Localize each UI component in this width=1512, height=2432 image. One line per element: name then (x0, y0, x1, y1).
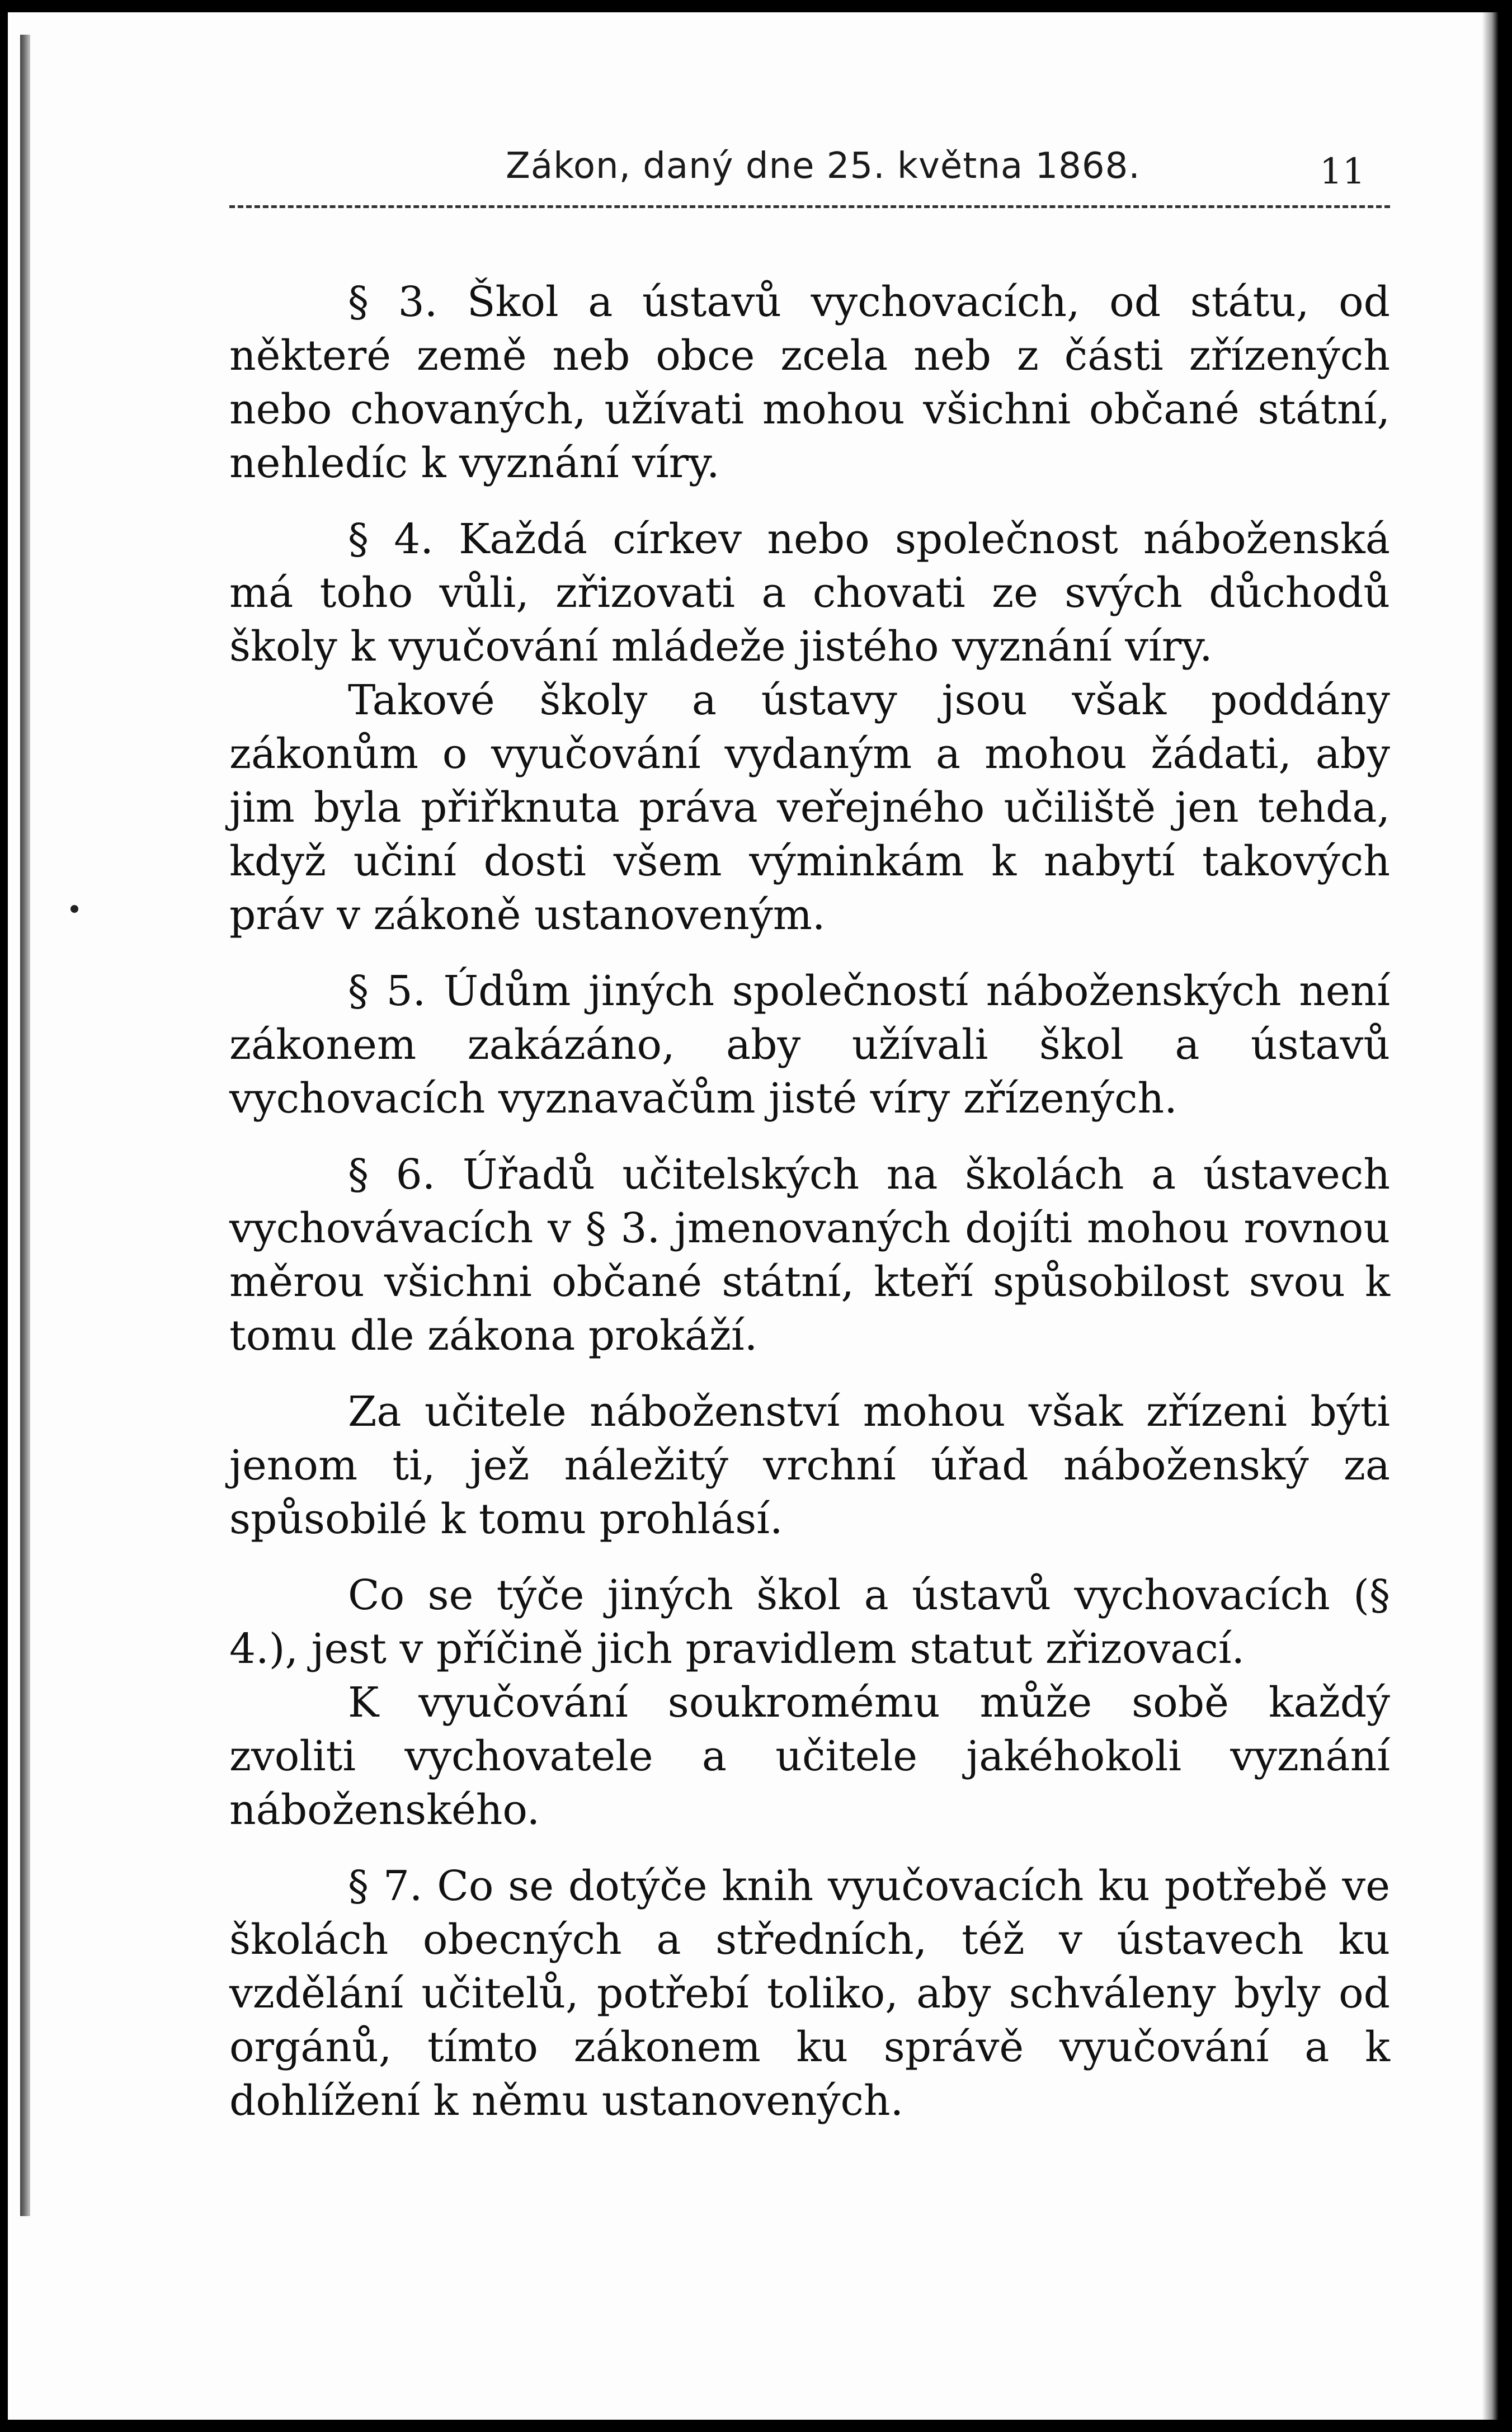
paragraph-section-7: § 7. Co se dotýče knih vyučovacích ku potřebě ve školách obecných a středních, též v ústavech ku vzdělání učitelů, potřebí toliko, aby schváleny byly od orgánů, tímto zákonem ku správě vyučování a k dohlížení k němu ustanovených. (229, 1862, 1390, 2125)
paragraph-section-5: § 5. Údům jiných společností náboženských není zákonem zakázáno, aby užívali škol a ústavů vychovacích vyznavačům jisté víry zřízených. (229, 967, 1390, 1123)
page-body (229, 275, 1390, 2128)
paragraph-section-4: § 4. Každá církev nebo společnost náboženská má toho vůli, zřizovati a chovati ze svých důchodů školy k vyučování mládeže jistého vyznání víry. (229, 515, 1390, 671)
book-page (8, 12, 1499, 2420)
ink-speck (70, 905, 78, 913)
page-number: 11 (1320, 151, 1365, 192)
paragraph-section-6-religion-teachers: Za učitele náboženství mohou však zřízeni býti jenom ti, jež náležitý vrchní úřad náboženský za spůsobilé k tomu prohlásí. (229, 1388, 1390, 1543)
paragraph-section-6: § 6. Úřadů učitelských na školách a ústavech vychovávacích v § 3. jmenovaných dojíti mohou rovnou měrou všichni občané státní, kteří spůsobilost svou k tomu dle zákona prokáží. (229, 1151, 1390, 1360)
running-title: Zákon, daný dne 25. května 1868. (506, 145, 1141, 187)
page-edge-shadow (1482, 12, 1499, 2420)
header-rule (229, 205, 1390, 208)
paragraph-section-4-schools: Takové školy a ústavy jsou však poddány zákonům o vyučování vydaným a mohou žádati, aby jim byla přiřknuta práva veřejného učiliště jen tehda, když učiní dosti všem výminkám k nabytí takových práv v zákoně ustanoveným. (229, 676, 1390, 939)
paragraph-section-6-private-teaching: K vyučování soukromému může sobě každý zvoliti vychovatele a učitele jakéhokoli vyznání náboženského. (229, 1679, 1390, 1834)
page-header (8, 145, 1499, 190)
page-gutter-shadow (20, 35, 30, 2216)
paragraph-section-6-other-schools: Co se týče jiných škol a ústavů vychovacích (§ 4.), jest v příčině jich pravidlem statut zřizovací. (229, 1571, 1390, 1673)
paragraph-section-3: § 3. Škol a ústavů vychovacích, od státu, od některé země neb obce zcela neb z části zřízených nebo chovaných, užívati mohou všichni občané státní, nehledíc k vyznání víry. (229, 278, 1390, 487)
